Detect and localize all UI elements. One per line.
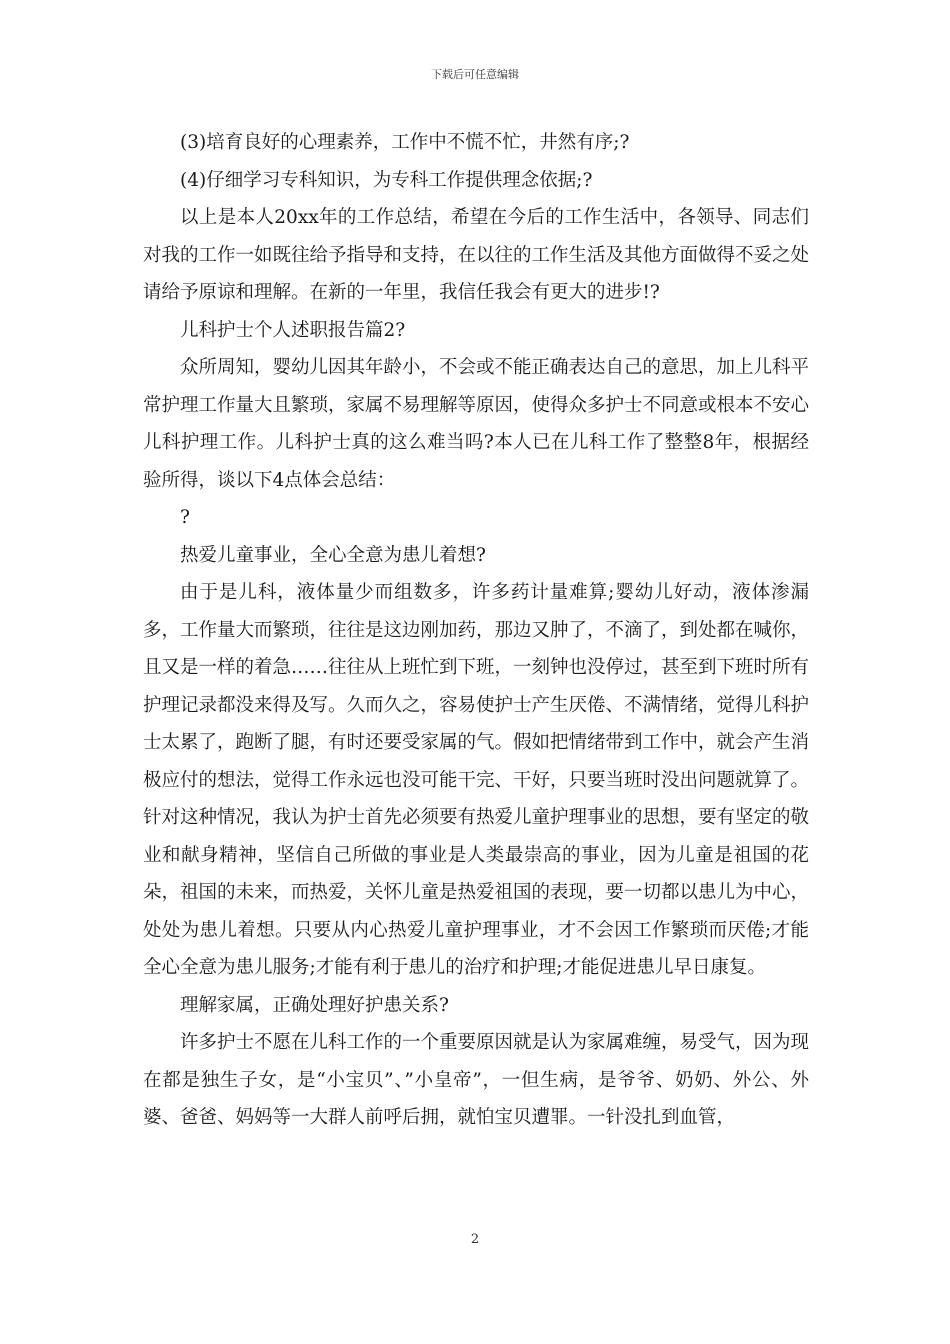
document-body — [143, 124, 809, 1137]
paragraph: (3)培育良好的心理素养，工作中不慌不忙，井然有序;? — [180, 132, 630, 153]
paragraph: 以上是本人20xx年的工作总结，希望在今后的工作生活中，各领导、同志们对我的工作一如既往给予指导和支持，在以往的工作生活及其他方面做得不妥之处请给予原谅和理解。在新的一年里，我信任我会有更大的进步!? — [143, 207, 810, 303]
paragraph: 由于是儿科，液体量少而组数多，许多药计量难算;婴幼儿好动，液体渗漏多，工作量大而繁琐，往往是这边刚加药，那边又肿了，不滴了，到处都在喊你，且又是一样的着急……往往从上班忙到下班，一刻钟也没停过，甚至到下班时所有护理记录都没来得及写。久而久之，容易使护士产生厌倦、不满情绪，觉得儿科护士太累了，跑断了腿，有时还要受家属的气。假如把情绪带到工作中，就会产生消极应付的想法，觉得工作永远也没可能干完、干好，只要当班时没出问题就算了。针对这种情况，我认为护士首先必须要有热爱儿童护理事业的思想，要有坚定的敬业和献身精神，坚信自己所做的事业是人类最崇高的事业，因为儿童是祖国的花朵，祖国的未来，而热爱，关怀儿童是热爱祖国的表现，要一切都以患儿为中心，处处为患儿着想。只要从内心热爱儿童护理事业，才不会因工作繁琐而厌倦;才能全心全意为患儿服务;才能有利于患儿的治疗和护理;才能促进患儿早日康复。 — [143, 582, 810, 978]
page-number: 2 — [470, 1232, 480, 1247]
subheading: 热爱儿童事业，全心全意为患儿着想? — [180, 544, 486, 566]
page-header: 下载后可任意编辑 — [431, 68, 519, 81]
paragraph: 众所周知，婴幼儿因其年龄小，不会或不能正确表达自己的意思，加上儿科平常护理工作量大且繁琐，家属不易理解等原因，使得众多护士不同意或根本不安心儿科护理工作。儿科护士真的这么难当吗?本人已在儿科工作了整整8年，根据经验所得，谈以下4点体会总结： — [143, 357, 810, 491]
subheading: 理解家属，正确处理好护患关系? — [180, 994, 449, 1016]
paragraph: (4)仔细学习专科知识，为专科工作提供理念依据;? — [180, 169, 593, 191]
paragraph: 许多护士不愿在儿科工作的一个重要原因就是认为家属难缠，易受气，因为现在都是独生子女，是“小宝贝”、”小皇帝”，一但生病，是爷爷、奶奶、外公、外婆、爸爸、妈妈等一大群人前呼后拥，就怕宝贝遭罪。一针没扎到血管， — [143, 1032, 810, 1128]
section-heading: 儿科护士个人述职报告篇2? — [180, 319, 406, 341]
paragraph: ? — [180, 507, 190, 528]
